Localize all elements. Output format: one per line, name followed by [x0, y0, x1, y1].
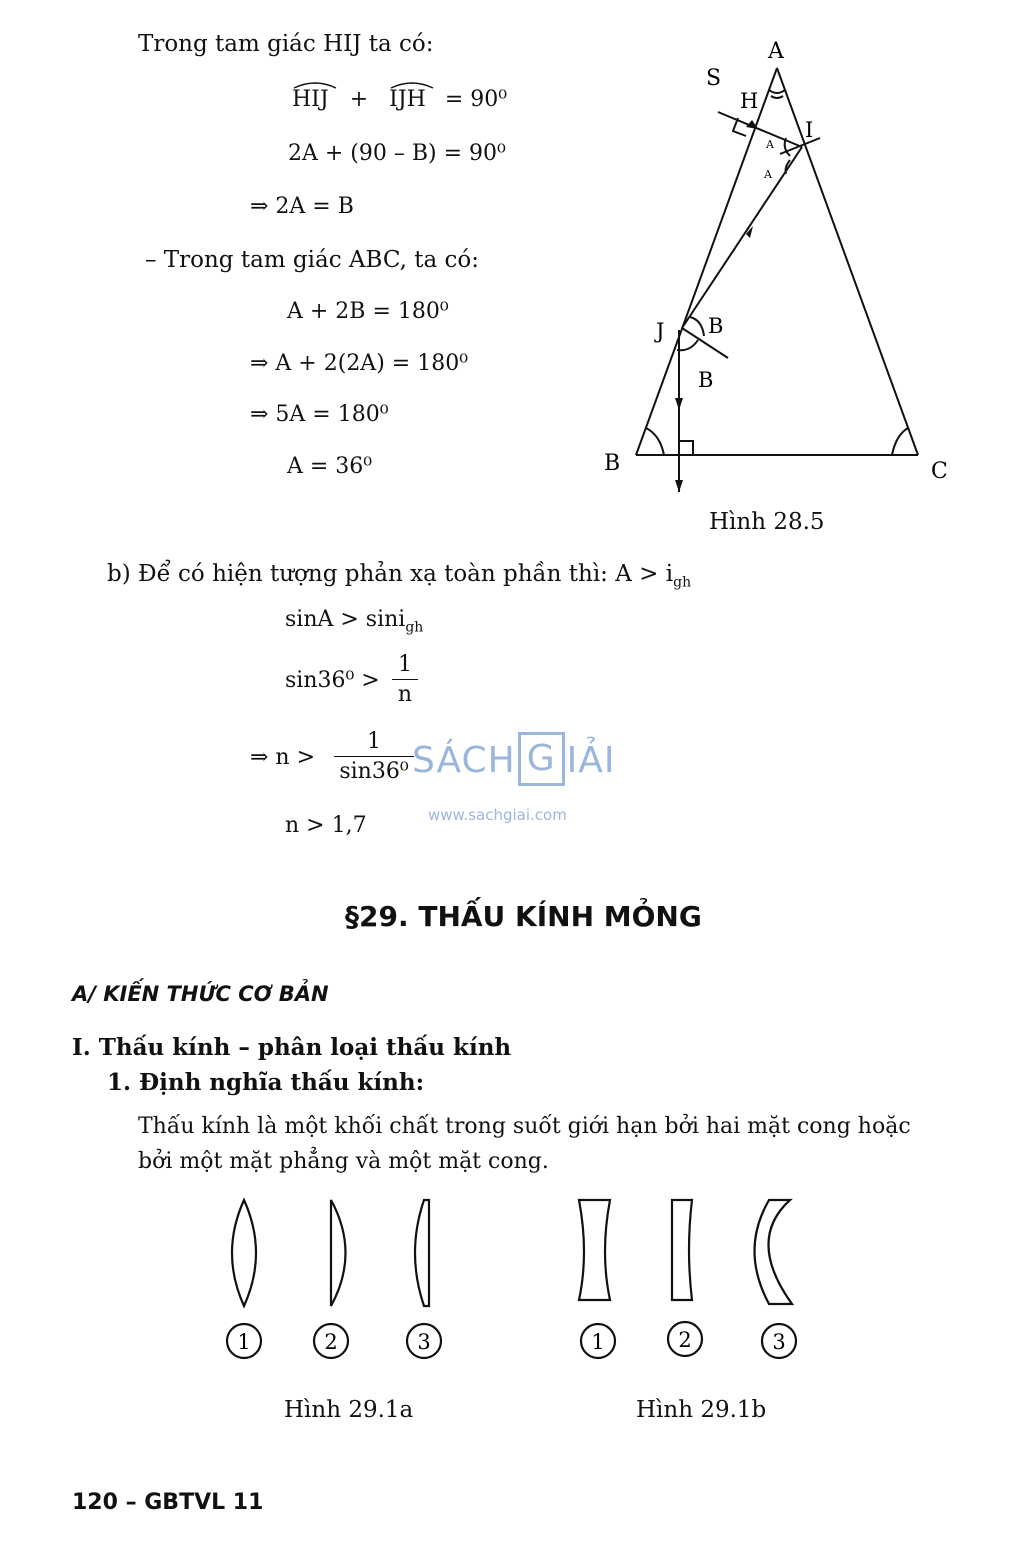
- watermark-box: G: [518, 732, 565, 786]
- plus-sign: +: [349, 87, 369, 112]
- part-b-line3-left: ⇒ n >: [250, 745, 316, 770]
- lens-a-number-3: 3: [417, 1330, 431, 1354]
- part-b-line1: sinA > sini$_{gh}$: [285, 607, 424, 636]
- definition-line-1: Thấu kính là một khối chất trong suốt giới hạn bởi hai mặt cong hoặc: [138, 1114, 911, 1139]
- figure-29-1b: [560, 1190, 820, 1380]
- watermark-url: www.sachgiai.com: [428, 806, 567, 824]
- page-footer: 120 – GBTVL 11: [72, 1490, 264, 1515]
- label-i: I: [805, 118, 814, 142]
- part-b-line2-left: sin36⁰ >: [285, 668, 380, 693]
- equation-6: ⇒ 5A = 180⁰: [250, 402, 389, 427]
- angle-hij: HIJ: [292, 87, 329, 112]
- angle-hat-icon: [292, 78, 338, 90]
- arc-angle-b: [646, 428, 664, 455]
- equation-7: A = 36⁰: [287, 454, 373, 479]
- right-angle-bottom: [679, 441, 693, 455]
- side-ac: [777, 68, 918, 455]
- caption-28-5: Hình 28.5: [709, 509, 825, 535]
- label-c: C: [931, 459, 948, 484]
- fraction-numerator: 1: [367, 729, 381, 754]
- watermark-logo: SÁCH G IẢI: [412, 734, 616, 788]
- figure-28-5: [590, 30, 970, 510]
- fraction-denominator: n: [397, 682, 413, 707]
- lens-meniscus-diverging: [755, 1200, 793, 1304]
- figure-29-1a: [200, 1190, 470, 1380]
- lens-plano-convex: [331, 1200, 346, 1306]
- lens-meniscus-converging: [415, 1200, 429, 1306]
- arc-angle-c: [892, 428, 908, 455]
- angle-ijh: IJH: [389, 87, 426, 112]
- part-a-heading: A/ KIẾN THỨC CƠ BẢN: [72, 982, 329, 1006]
- item-1-heading: 1. Định nghĩa thấu kính:: [107, 1069, 425, 1096]
- definition-line-2: bởi một mặt phẳng và một mặt cong.: [138, 1149, 549, 1174]
- lens-a-number-2: 2: [324, 1330, 338, 1354]
- lens-biconvex: [232, 1200, 256, 1306]
- lens-biconcave: [579, 1200, 610, 1300]
- label-angle-a-2: A: [764, 168, 772, 181]
- label-angle-b-upper: B: [708, 314, 724, 338]
- part-b-line4: n > 1,7: [285, 813, 367, 838]
- caption-29-1b: Hình 29.1b: [636, 1397, 767, 1423]
- part-b-condition: b) Để có hiện tượng phản xạ toàn phần thì: $A > i_{gh}$: [107, 561, 692, 591]
- arrow-down-icon: [675, 398, 683, 410]
- equation-5: ⇒ A + 2(2A) = 180⁰: [250, 351, 469, 376]
- label-b: B: [604, 451, 621, 476]
- fraction-numerator: 1: [398, 652, 412, 677]
- label-a: A: [768, 39, 784, 64]
- eq1-right: = 90⁰: [444, 87, 508, 112]
- label-angle-b-lower: B: [698, 368, 714, 392]
- lens-a-number-1: 1: [237, 1330, 251, 1354]
- ray-ij: [682, 147, 802, 328]
- equation-angles-sum: [292, 86, 507, 114]
- lens-b-number-2: 2: [678, 1328, 692, 1352]
- label-angle-a-1: A: [766, 138, 774, 151]
- lens-plano-concave: [672, 1200, 692, 1300]
- label-s: S: [706, 66, 722, 91]
- caption-29-1a: Hình 29.1a: [284, 1397, 414, 1423]
- fraction-1-over-n: [392, 652, 418, 707]
- proof-intro-hij: Trong tam giác HIJ ta có:: [138, 31, 434, 57]
- equation-3: ⇒ 2A = B: [250, 194, 354, 219]
- angle-hat-icon: [389, 78, 435, 90]
- subsection-1-heading: I. Thấu kính – phân loại thấu kính: [72, 1034, 512, 1061]
- section-title: §29. THẤU KÍNH MỎNG: [345, 900, 702, 933]
- lens-b-number-1: 1: [591, 1330, 605, 1354]
- arc-angle-a: [769, 90, 785, 93]
- equation-4: A + 2B = 180⁰: [287, 299, 449, 324]
- fraction-denominator: sin36⁰: [339, 759, 409, 784]
- label-h: H: [740, 89, 759, 113]
- label-j: J: [656, 319, 665, 343]
- lens-b-number-3: 3: [772, 1330, 786, 1354]
- equation-2: 2A + (90 – B) = 90⁰: [288, 141, 506, 166]
- proof-intro-abc: – Trong tam giác ABC, ta có:: [145, 247, 479, 273]
- fraction-1-over-sin36: [334, 729, 414, 784]
